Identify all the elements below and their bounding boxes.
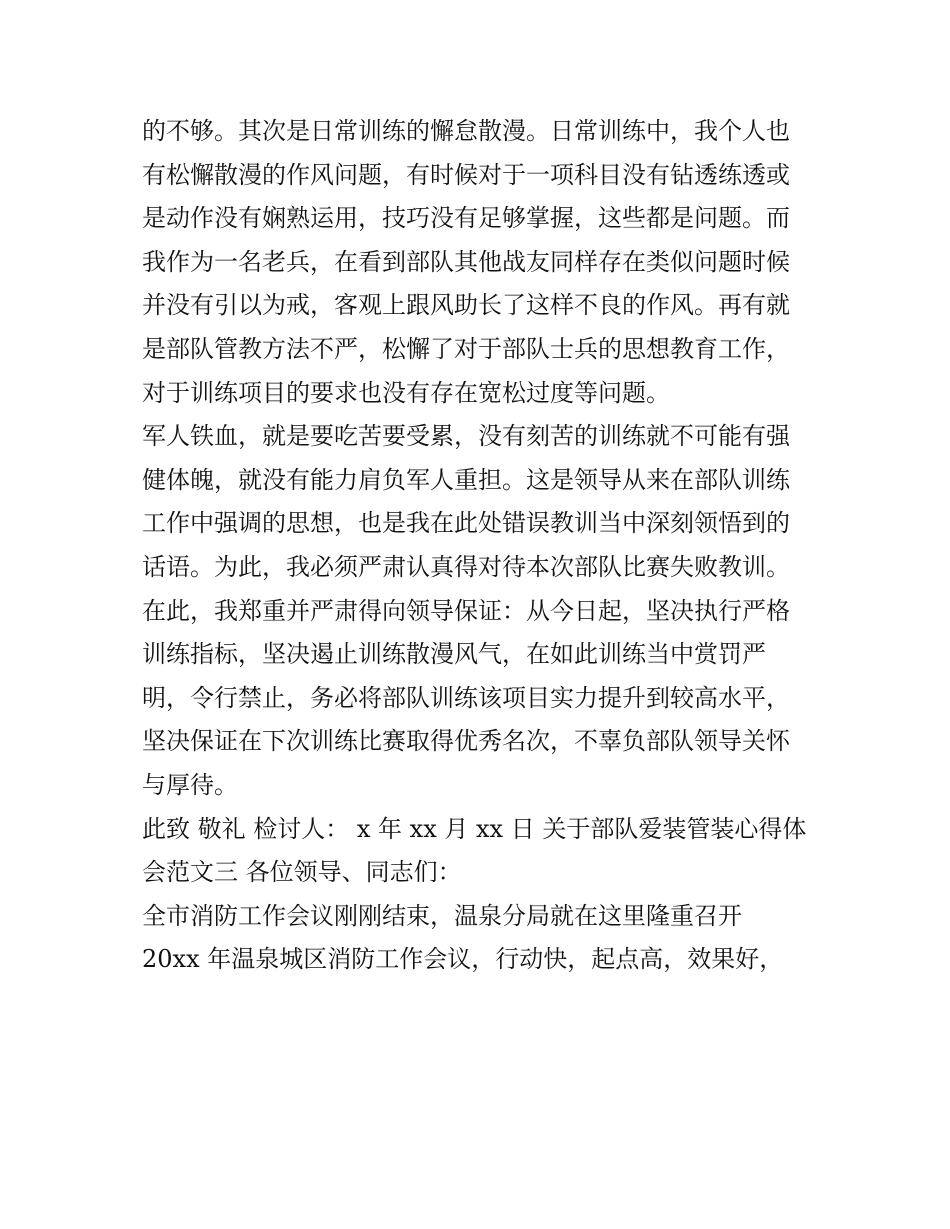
text-line: 20xx 年温泉城区消防工作会议，行动快，起点高，效果好， [142, 945, 784, 974]
text-line: 会范文三 各位领导、同志们： [142, 858, 462, 887]
text-line: 我作为一名老兵，在看到部队其他战友同样存在类似问题时候 [142, 247, 790, 276]
text-line: 训练指标，坚决遏止训练散漫风气，在如此训练当中赏罚严 [142, 640, 766, 669]
text-line: 并没有引以为戒，客观上跟风助长了这样不良的作风。再有就 [142, 291, 790, 320]
text-line: 明，令行禁止，务必将部队训练该项目实力提升到较高水平， [142, 683, 790, 712]
text-line: 是动作没有娴熟运用，技巧没有足够掌握，这些都是问题。而 [142, 204, 790, 233]
text-line: 全市消防工作会议刚刚结束，温泉分局就在这里隆重召开 [142, 901, 742, 930]
text-line: 坚决保证在下次训练比赛取得优秀名次，不辜负部队领导关怀 [142, 727, 790, 756]
text-line: 在此，我郑重并严肃得向领导保证：从今日起，坚决执行严格 [142, 596, 790, 625]
text-line: 与厚待。 [142, 770, 238, 799]
text-line: 工作中强调的思想，也是我在此处错误教训当中深刻领悟到的 [142, 509, 790, 538]
text-line: 的不够。其次是日常训练的懈怠散漫。日常训练中，我个人也 [142, 117, 790, 145]
text-line: 此致 敬礼 检讨人： x 年 xx 月 xx 日 关于部队爱装管装心得体 [142, 814, 807, 843]
text-line: 军人铁血，就是要吃苦要受累，没有刻苦的训练就不可能有强 [142, 422, 790, 451]
document-body [142, 110, 822, 982]
text-line: 对于训练项目的要求也没有存在宽松过度等问题。 [142, 378, 670, 407]
text-line: 健体魄，就没有能力肩负军人重担。这是领导从来在部队训练 [142, 465, 790, 494]
text-line: 话语。为此，我必须严肃认真得对待本次部队比赛失败教训。 [142, 552, 790, 581]
text-line: 是部队管教方法不严，松懈了对于部队士兵的思想教育工作， [142, 334, 790, 363]
text-line: 有松懈散漫的作风问题，有时候对于一项科目没有钻透练透或 [142, 160, 790, 189]
